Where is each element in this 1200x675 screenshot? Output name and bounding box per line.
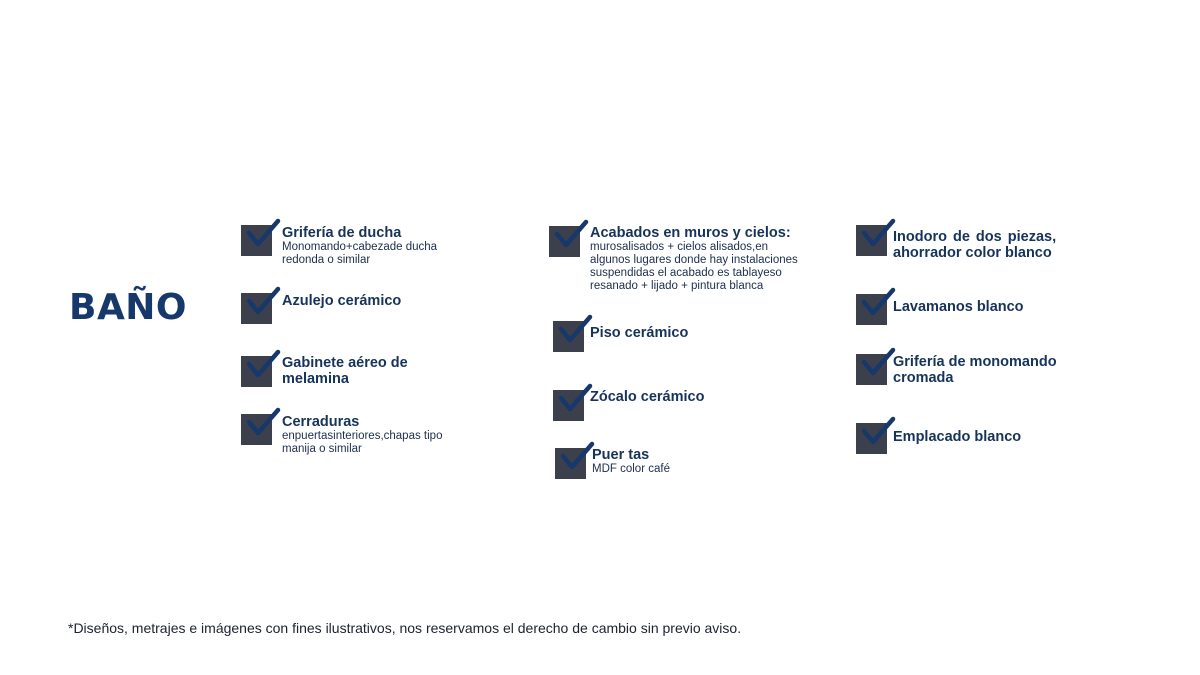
checkbox-icon xyxy=(553,390,584,421)
checkbox-icon xyxy=(241,293,272,324)
item-title-line: cromada xyxy=(893,370,954,386)
checkbox-icon xyxy=(241,414,272,445)
checkmark-icon xyxy=(243,288,279,318)
item-title-line: ahorrador color blanco xyxy=(893,245,1052,261)
checkmark-icon xyxy=(557,443,593,473)
item-desc-line: Monomando+cabezade ducha xyxy=(282,241,438,253)
checkmark-icon xyxy=(551,221,587,251)
checkbox-icon xyxy=(856,294,887,325)
item-title: Zócalo cerámico xyxy=(590,389,705,405)
checkmark-icon xyxy=(858,289,894,319)
checkbox-icon xyxy=(856,225,887,256)
item-title: Puer tas xyxy=(592,447,650,463)
item-title: Grifería de ducha xyxy=(282,225,402,241)
checkbox-icon xyxy=(549,226,580,257)
checkbox-icon xyxy=(856,354,887,385)
checkmark-icon xyxy=(858,220,894,250)
checkbox-icon xyxy=(856,423,887,454)
item-desc-line: MDF color café xyxy=(592,463,670,475)
checkbox-icon xyxy=(241,225,272,256)
checkbox-icon xyxy=(553,321,584,352)
item-title-line: Gabinete aéreo de xyxy=(282,355,408,371)
checkbox-icon xyxy=(241,356,272,387)
disclaimer-footnote: *Diseños, metrajes e imágenes con fines ilustrativos, nos reservamos el derecho de cambio sin previo aviso. xyxy=(68,620,742,636)
item-title: Piso cerámico xyxy=(590,325,689,341)
item-desc-line: manija o similar xyxy=(282,443,362,455)
item-title-line: melamina xyxy=(282,371,349,387)
item-title-line: Inodoro de dos piezas, xyxy=(893,229,1057,245)
item-desc-line: resanado + lijado + pintura blanca xyxy=(590,280,764,292)
item-title: Azulejo cerámico xyxy=(282,293,402,309)
item-title: Emplacado blanco xyxy=(893,429,1022,445)
page-title: BAÑO xyxy=(69,287,188,328)
checkbox-icon xyxy=(555,448,586,479)
item-desc-line: enpuertasinteriores,chapas tipo xyxy=(282,430,443,442)
item-title: Acabados en muros y cielos: xyxy=(590,225,791,241)
item-desc-line: algunos lugares donde hay instalaciones xyxy=(590,254,798,266)
checkmark-icon xyxy=(555,316,591,346)
checkmark-icon xyxy=(858,418,894,448)
item-desc-line: murosalisados + cielos alisados,en xyxy=(590,241,769,253)
item-title: Lavamanos blanco xyxy=(893,299,1024,315)
item-desc-line: redonda o similar xyxy=(282,254,371,266)
checkmark-icon xyxy=(243,351,279,381)
checkmark-icon xyxy=(555,385,591,415)
checkmark-icon xyxy=(243,220,279,250)
checkmark-icon xyxy=(243,409,279,439)
item-title-line: Grifería de monomando xyxy=(893,354,1057,370)
item-title: Cerraduras xyxy=(282,414,360,430)
checkmark-icon xyxy=(858,349,894,379)
item-desc-line: suspendidas el acabado es tablayeso xyxy=(590,267,782,279)
